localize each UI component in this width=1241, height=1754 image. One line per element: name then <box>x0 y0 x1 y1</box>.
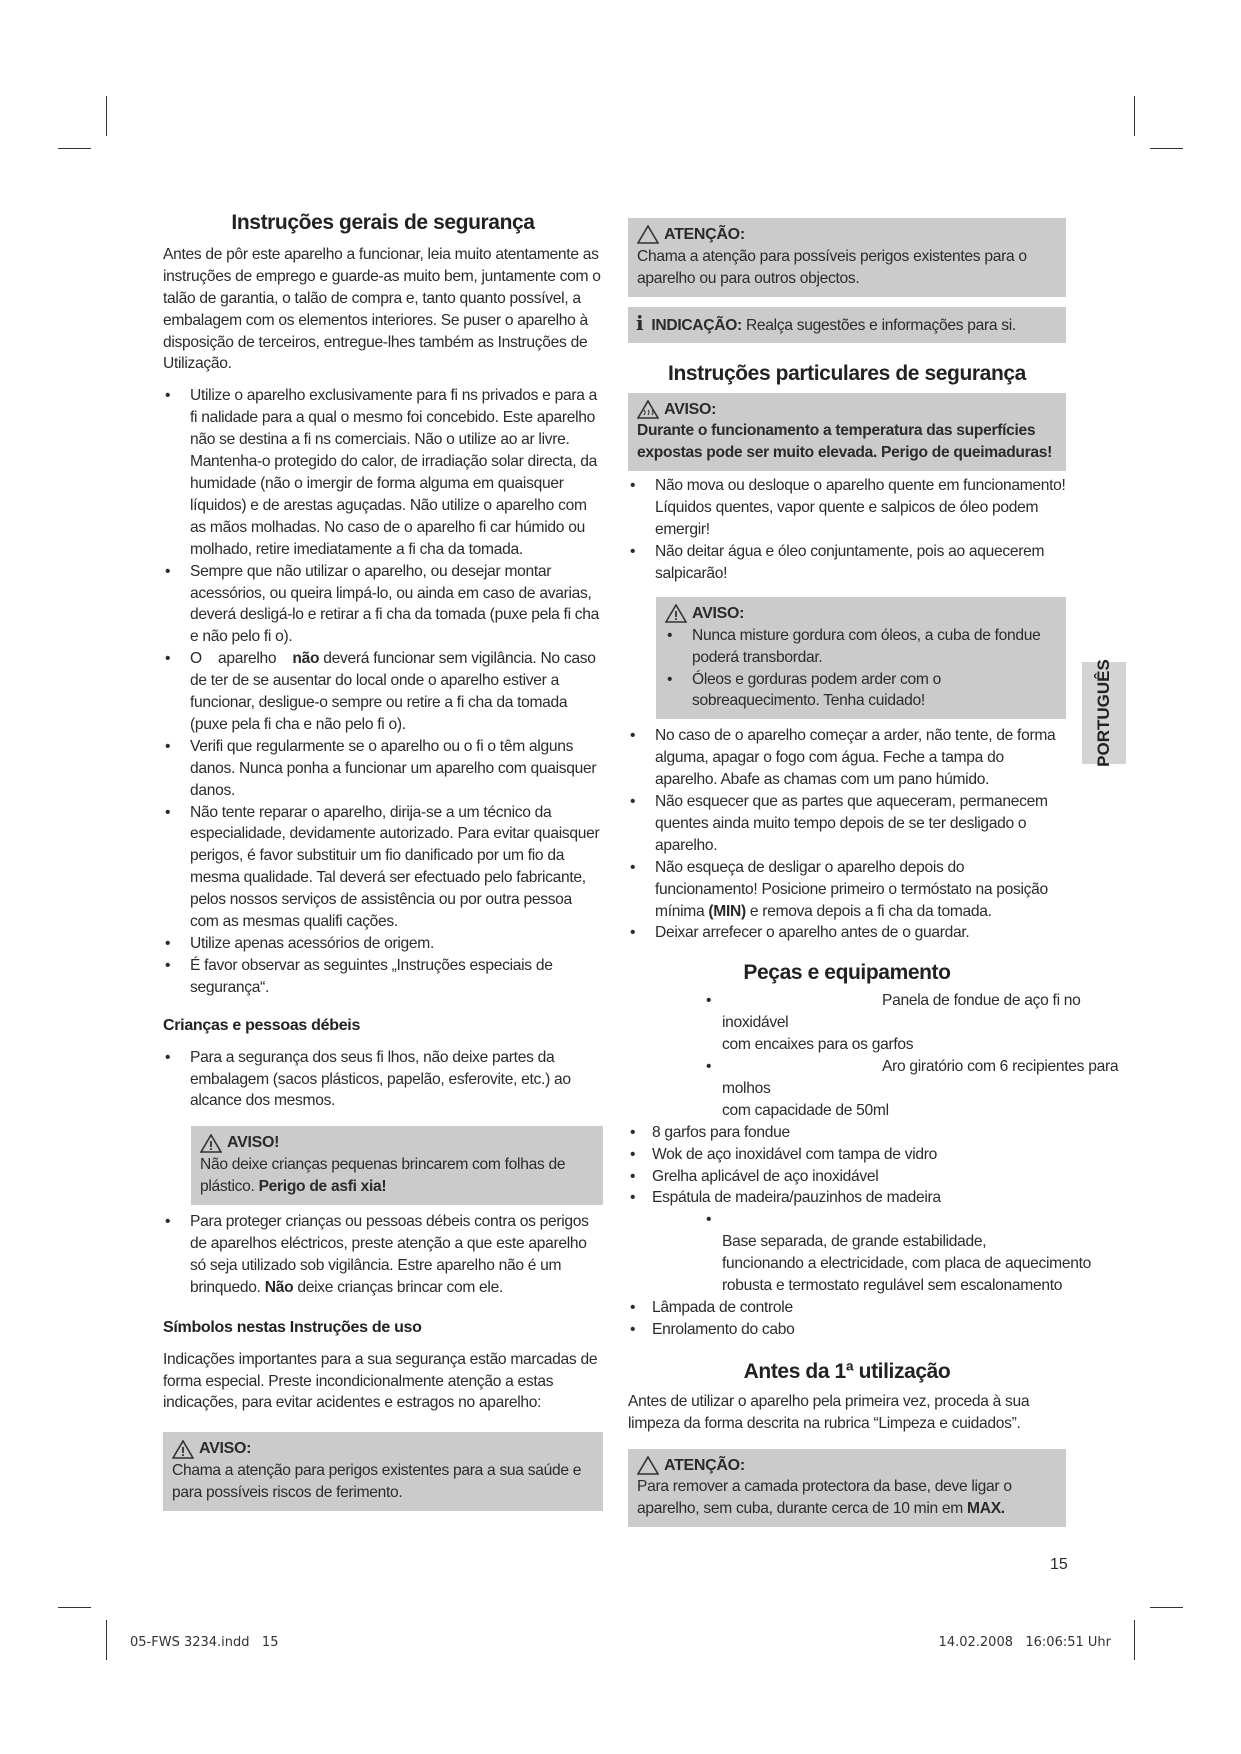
language-tab <box>1082 659 1126 767</box>
list-item: • Grelha aplicável de aço inoxidável <box>628 1166 1148 1188</box>
footer-timestamp: 14.02.2008 16:06:51 Uhr <box>938 1635 1111 1650</box>
info-label: INDICAÇÃO: <box>651 316 742 334</box>
caution-box-atencao <box>628 218 1066 297</box>
list-item <box>163 1211 603 1299</box>
list-item: • Não mova ou desloque o aparelho quente em funcionamento! Líquidos quentes, vapor quente e salpicos de óleo podem emergir! <box>628 475 1066 541</box>
caution-text <box>637 1476 1058 1520</box>
list-item-text: Aro giratório com 6 recipientes para molhos <box>722 1058 1119 1097</box>
caution-triangle-icon <box>637 225 659 244</box>
parts-title: Peças e equipamento <box>743 961 951 985</box>
list-item: • Utilize apenas acessórios de origem. <box>163 933 603 955</box>
caution-head <box>637 224 1058 246</box>
list-item-text: com capacidade de 50ml <box>722 1101 889 1119</box>
caution-text-body: Para remover a camada protectora da base, deve ligar o aparelho, sem cuba, durante cerca de 10 min em <box>637 1478 1012 1518</box>
crop-mark <box>58 1607 91 1608</box>
footer-filename: 05-FWS 3234.indd 15 <box>130 1635 279 1650</box>
crop-mark <box>58 148 91 149</box>
warning-text: Chama a atenção para perigos existentes para a sua saúde e para possíveis riscos de ferimento. <box>172 1462 582 1502</box>
list-item: • Não esquecer que as partes que aqueceram, permanecem quentes ainda muito tempo depois de se ter desligado o aparelho. <box>628 791 1066 857</box>
warning-triangle-icon <box>200 1134 222 1153</box>
warning-box-aviso-2 <box>163 1432 603 1511</box>
list-item-text: com encaixes para os garfos <box>722 1036 914 1054</box>
warning-text-bold: Perigo de asfi xia! <box>258 1178 387 1196</box>
caution-text-bold: MAX. <box>967 1500 1005 1518</box>
list-item: • Enrolamento do cabo <box>628 1319 1148 1341</box>
list-item-text: Não esqueça de desligar o aparelho depois do funcionamento! Posicione primeiro o termóstato na posição mínima <box>655 858 1048 920</box>
list-item: • Não tente reparar o aparelho, dirija-se a um técnico da especialidade, devidamente autorizado. Para evitar quaisquer perigos, é favor substituir um fio danificado por um fio da mesma qualidade. Tal deverá ser efectuado pelo fabricante, pelos nossos serviços de assistência ou por outra pessoa com as mesmas qualifi cações. <box>163 802 603 933</box>
warning-head <box>172 1438 595 1460</box>
warning-text <box>200 1154 595 1198</box>
list-item-bold: não <box>292 650 320 668</box>
list-item-text: e remova depois a fi cha da tomada. <box>749 902 992 920</box>
list-item: • Óleos e gorduras podem arder com o sobreaquecimento. Tenha cuidado! <box>665 669 1058 713</box>
special-safety-list-2 <box>628 725 1066 944</box>
list-item-text: deverá funcionar sem vigilância. No caso de ter de se ausentar do local onde o aparelho estiver a funcionar, desligue-o sempre ou retire a fi cha da tomada (puxe pela fi cha e não pelo fi o). <box>190 650 596 733</box>
list-item-bold: (MIN) <box>708 902 746 920</box>
warning-triangle-icon <box>172 1440 194 1459</box>
warning-label: AVISO: <box>692 604 745 622</box>
intro-paragraph: Antes de pôr este aparelho a funcionar, leia muito atentamente as instruções de emprego e guarde-as muito bem, juntamente com o talão de garantia, o talão de compra e, tanto quanto possível, a embalagem com os elementos interiores. Se puser o aparelho à disposição de terceiros, entregue-lhes também as Instruções de Utilização. <box>163 245 601 373</box>
crop-mark <box>1150 1607 1183 1608</box>
list-item-text: funcionando a electricidade, com placa de aquecimento robusta e termostato regulável sem escalonamento <box>722 1255 1091 1295</box>
crop-mark <box>1150 148 1183 149</box>
list-item: • É favor observar as seguintes „Instruções especiais de segurança“. <box>163 955 603 999</box>
info-icon: i <box>636 310 644 335</box>
before-first-use-title: Antes da 1ª utilização <box>743 1359 951 1383</box>
list-item: • Lâmpada de controle <box>628 1297 1148 1319</box>
list-item: • Espátula de madeira/pauzinhos de madeira <box>628 1187 1148 1209</box>
list-item: • Utilize o aparelho exclusivamente para fi ns privados e para a fi nalidade para a qual o mesmo foi concebido. Este aparelho não se destina a fi ns comerciais. Não o utilize ao ar livre. Mantenha-o protegido do calor, de irradiação solar directa, da humidade (não o imergir de forma alguma em quaisquer líquidos) e de arestas aguçadas. Não utilize o aparelho com as mãos molhadas. No caso de o aparelho fi car húmido ou molhado, retire imediatamente a fi cha da tomada. <box>163 385 603 560</box>
list-item: • Deixar arrefecer o aparelho antes de o guardar. <box>628 922 1066 944</box>
caution-label: ATENÇÃO: <box>664 1456 745 1474</box>
list-item: • 8 garfos para fondue <box>628 1122 1148 1144</box>
caution-box-atencao-2 <box>628 1449 1066 1528</box>
symbols-title: Símbolos nestas Instruções de uso <box>163 1318 422 1336</box>
children-title: Crianças e pessoas débeis <box>163 1016 361 1034</box>
crop-mark <box>1134 96 1135 136</box>
warning-text-body: Não deixe crianças pequenas brincarem com folhas de plástico. <box>200 1156 566 1196</box>
list-item-text: Base separada, de grande estabilidade, <box>722 1233 987 1251</box>
children-list <box>163 1047 603 1113</box>
warning-text: Durante o funcionamento a temperatura das superfícies expostas pode ser muito elevada. Perigo de queimaduras! <box>637 422 1053 462</box>
warning-label: AVISO: <box>664 400 717 418</box>
caution-triangle-icon <box>637 1456 659 1475</box>
warning-box-aviso <box>191 1126 603 1205</box>
caution-text: Chama a atenção para possíveis perigos existentes para o aparelho ou para outros objectos. <box>637 247 1027 287</box>
list-item <box>163 648 603 736</box>
list-item: • Para a segurança dos seus fi lhos, não deixe partes da embalagem (sacos plásticos, papelão, esferovite, etc.) ao alcance dos mesmos. <box>163 1047 603 1113</box>
list-item-text: deixe crianças brincar com ele. <box>297 1278 503 1296</box>
page-number: 15 <box>1050 1556 1068 1573</box>
parts-list <box>628 990 1148 1341</box>
before-first-use-text: Antes de utilizar o aparelho pela primeira vez, proceda à sua limpeza da forma descrita na rubrica “Limpeza e cuidados”. <box>628 1392 1030 1432</box>
caution-head <box>637 1455 1058 1477</box>
warning-list <box>665 625 1058 713</box>
warning-triangle-icon <box>665 604 687 623</box>
crop-mark <box>1134 1620 1135 1660</box>
hot-surface-warning-icon <box>637 400 659 419</box>
language-tab-label: PORTUGUÊS <box>1094 659 1113 767</box>
list-item <box>628 1209 1092 1297</box>
warning-head <box>200 1132 595 1154</box>
warning-label: AVISO! <box>227 1134 280 1152</box>
list-item <box>628 857 1066 923</box>
symbols-paragraph: Indicações importantes para a sua segurança estão marcadas de forma especial. Preste incondicionalmente atenção a estas indicações, para evitar acidentes e estragos no aparelho: <box>163 1350 598 1412</box>
list-item <box>628 990 1148 1056</box>
list-item <box>628 1056 1148 1122</box>
general-safety-title: Instruções gerais de segurança <box>231 211 535 234</box>
list-item: • Verifi que regularmente se o aparelho ou o fi o têm alguns danos. Nunca ponha a funcionar um aparelho com quaisquer danos. <box>163 736 603 802</box>
general-safety-list <box>163 385 603 998</box>
special-safety-title: Instruções particulares de segurança <box>668 361 1026 385</box>
list-item: • Nunca misture gordura com óleos, a cuba de fondue poderá transbordar. <box>665 625 1058 669</box>
list-item: • No caso de o aparelho começar a arder, não tente, de forma alguma, apagar o fogo com água. Feche a tampa do aparelho. Abafe as chamas com um pano húmido. <box>628 725 1066 791</box>
list-item: • Não deitar água e óleo conjuntamente, pois ao aquecerem salpicarão! <box>628 541 1066 585</box>
list-item: • Sempre que não utilizar o aparelho, ou desejar montar acessórios, ou queira limpá-lo, ou ainda em caso de avarias, deverá desligá-lo e retirar a fi cha da tomada (puxe pela fi cha e não pelo fi o). <box>163 561 603 649</box>
crop-mark <box>106 1620 107 1660</box>
warning-label: AVISO: <box>199 1440 252 1458</box>
crop-mark <box>106 96 107 136</box>
caution-label: ATENÇÃO: <box>664 226 745 243</box>
warning-box-aviso-3 <box>628 393 1066 472</box>
list-item-bold: Não <box>264 1278 294 1296</box>
warning-head <box>665 603 1058 625</box>
list-item: • Wok de aço inoxidável com tampa de vidro <box>628 1144 1148 1166</box>
list-item-prefix: O aparelho <box>190 650 277 668</box>
info-text: Realça sugestões e informações para si. <box>745 316 1016 334</box>
children-list-2 <box>163 1211 603 1299</box>
list-item-text: Panela de fondue de aço fi no inoxidável <box>722 992 1081 1032</box>
special-safety-list <box>628 475 1066 585</box>
left-column <box>163 212 603 1511</box>
warning-box-aviso-4 <box>656 597 1066 720</box>
info-box-indicacao <box>628 307 1066 343</box>
list-item-text: Para proteger crianças ou pessoas débeis contra os perigos de aparelhos eléctricos, preste atenção a que este aparelho só seja utilizado sob vigilância. Estre aparelho não é um brinquedo. <box>190 1213 589 1296</box>
warning-head <box>637 399 1058 421</box>
